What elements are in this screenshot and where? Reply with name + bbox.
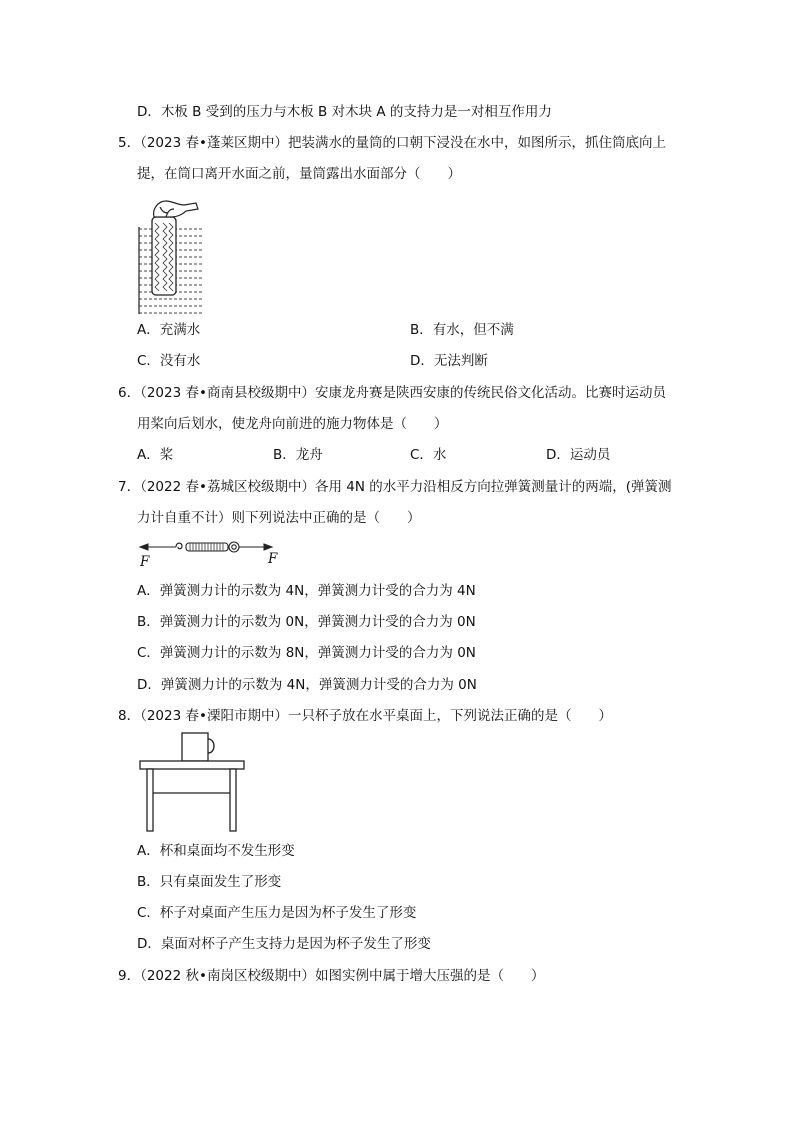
q6-option-d: D．运动员 (546, 447, 611, 463)
hand-icon (154, 201, 198, 217)
q6-option-c: C．水 (410, 447, 447, 463)
q5-option-c: C．没有水 (137, 353, 201, 369)
q5-option-b: B．有水，但不满 (410, 322, 514, 338)
spring-scale-body (186, 543, 228, 551)
q6-option-a: A．桨 (137, 447, 174, 463)
q7-option-b: B．弹簧测力计的示数为 0N，弹簧测力计受的合力为 0N (137, 614, 476, 630)
q5-stem-line1: 5．（2023 春•蓬莱区期中）把装满水的量筒的口朝下浸没在水中，如图所示，抓住筒底向上 (118, 135, 666, 151)
q8-stem-line1: 8．（2023 春•溧阳市期中）一只杯子放在水平桌面上，下列说法正确的是（ ） (118, 708, 612, 724)
q7-stem-line2: 力计自重不计）则下列说法中正确的是（ ） (137, 510, 421, 526)
q8-option-d: D．桌面对杯子产生支持力是因为杯子发生了形变 (137, 936, 431, 952)
q6-stem-line2: 用桨向后划水，使龙舟向前进的施力物体是（ ） (137, 416, 448, 432)
hook (176, 543, 182, 549)
q6-option-b: B．龙舟 (273, 447, 323, 463)
q5-option-a: A．充满水 (137, 322, 201, 338)
q7-option-a: A．弹簧测力计的示数为 4N，弹簧测力计受的合力为 4N (137, 583, 476, 599)
q8-option-a: A．杯和桌面均不发生形变 (137, 843, 295, 859)
q6-stem-line1: 6．（2023 春•商南县校级期中）安康龙舟赛是陕西安康的传统民俗文化活动。比赛时运动员 (118, 385, 666, 401)
q7-option-c: C．弹簧测力计的示数为 8N，弹簧测力计受的合力为 0N (137, 645, 476, 661)
q5-stem-line2: 提，在筒口离开水面之前，量筒露出水面部分（ ） (137, 166, 461, 182)
q7-force-label-left: F (140, 554, 150, 570)
cup (182, 733, 214, 761)
q8-option-c: C．杯子对桌面产生压力是因为杯子发生了形变 (137, 905, 417, 921)
q7-option-d: D．弹簧测力计的示数为 4N，弹簧测力计受的合力为 0N (137, 677, 477, 693)
q7-stem-line1: 7．（2022 春•荔城区校级期中）各用 4N 的水平力沿相反方向拉弹簧测量计的两端，(弹簧测 (118, 479, 672, 495)
q5-figure-inverted-cylinder-in-water (138, 193, 204, 315)
measuring-cylinder (152, 217, 176, 295)
q5-option-d: D．无法判断 (410, 353, 488, 369)
left-force-arrow (140, 544, 176, 550)
q4-option-d: D．木板 B 受到的压力与木板 B 对木块 A 的支持力是一对相互作用力 (137, 104, 552, 120)
q9-stem-line1: 9．（2022 秋•南岗区校级期中）如图实例中属于增大压强的是（ ） (118, 968, 545, 984)
q7-force-label-right: F (268, 551, 278, 567)
table (140, 761, 244, 831)
q8-figure-cup-on-table (138, 729, 248, 833)
q7-figure-spring-scale (138, 536, 278, 560)
q8-option-b: B．只有桌面发生了形变 (137, 874, 282, 890)
ring (229, 542, 239, 552)
